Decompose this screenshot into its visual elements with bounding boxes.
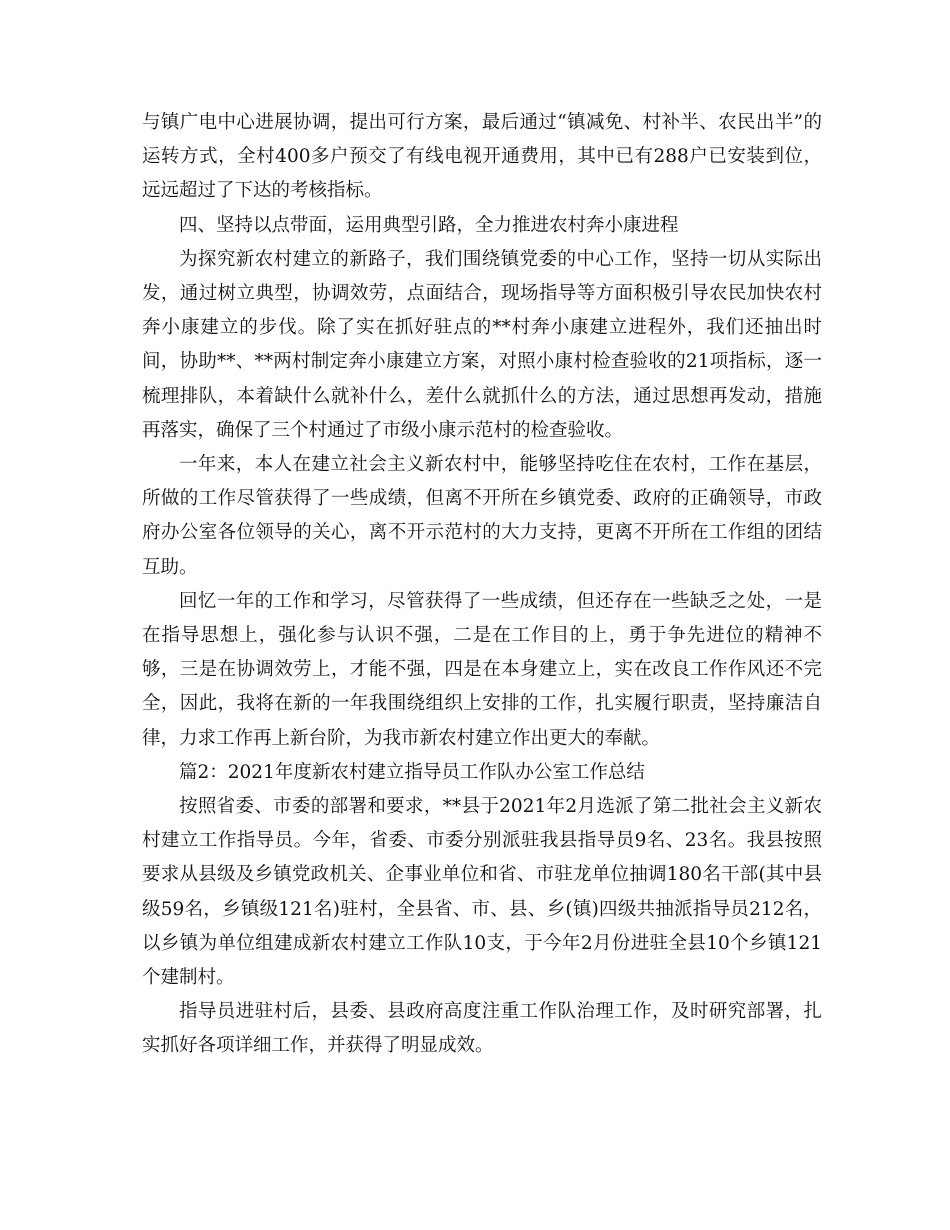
document-body [142, 106, 822, 1064]
paragraph-continuation: 与镇广电中心进展协调，提出可行方案，最后通过“镇减免、村补半、农民出半”的运转方式，全村400多户预交了有线电视开通费用，其中已有288户已安装到位，远远超过了下达的考核指标。 [142, 112, 822, 202]
section-heading: 四、坚持以点带面，运用典型引路，全力推进农村奔小康进程 [179, 214, 679, 236]
article-heading: 篇2：2021年度新农村建立指导员工作队办公室工作总结 [179, 761, 645, 783]
paragraph: 为探究新农村建立的新路子，我们围绕镇党委的中心工作，坚持一切从实际出发，通过树立典型，协调效劳，点面结合，现场指导等方面积极引导农民加快农村奔小康建立的步伐。除了实在抓好驻点的**村奔小康建立进程外，我们还抽出时间，协助**、**两村制定奔小康建立方案，对照小康村检查验收的21项指标，逐一梳理排队，本着缺什么就补什么，差什么就抓什么的方法，通过思想再发动，措施再落实，确保了三个村通过了市级小康示范村的检查验收。 [142, 248, 822, 441]
paragraph: 回忆一年的工作和学习，尽管获得了一些成绩，但还存在一些缺乏之处，一是在指导思想上，强化参与认识不强，二是在工作目的上，勇于争先进位的精神不够，三是在协调效劳上，才能不强，四是在本身建立上，实在改良工作作风还不完全，因此，我将在新的一年我围绕组织上安排的工作，扎实履行职责，坚持廉洁自律，力求工作再上新台阶，为我市新农村建立作出更大的奉献。 [142, 590, 822, 749]
paragraph: 一年来，本人在建立社会主义新农村中，能够坚持吃住在农村，工作在基层，所做的工作尽管获得了一些成绩，但离不开所在乡镇党委、政府的正确领导，市政府办公室各位领导的关心，离不开示范村的大力支持，更离不开所在工作组的团结互助。 [142, 454, 822, 578]
paragraph: 按照省委、市委的部署和要求，**县于2021年2月选派了第二批社会主义新农村建立工作指导员。今年，省委、市委分别派驻我县指导员9名、23名。我县按照要求从县级及乡镇党政机关、企事业单位和省、市驻龙单位抽调180名干部(其中县级59名，乡镇级121名)驻村，全县省、市、县、乡(镇)四级共抽派指导员212名，以乡镇为单位组建成新农村建立工作队10支，于今年2月份进驻全县10个乡镇121个建制村。 [142, 796, 822, 989]
paragraph: 指导员进驻村后，县委、县政府高度注重工作队治理工作，及时研究部署，扎实抓好各项详细工作，并获得了明显成效。 [142, 1001, 822, 1057]
